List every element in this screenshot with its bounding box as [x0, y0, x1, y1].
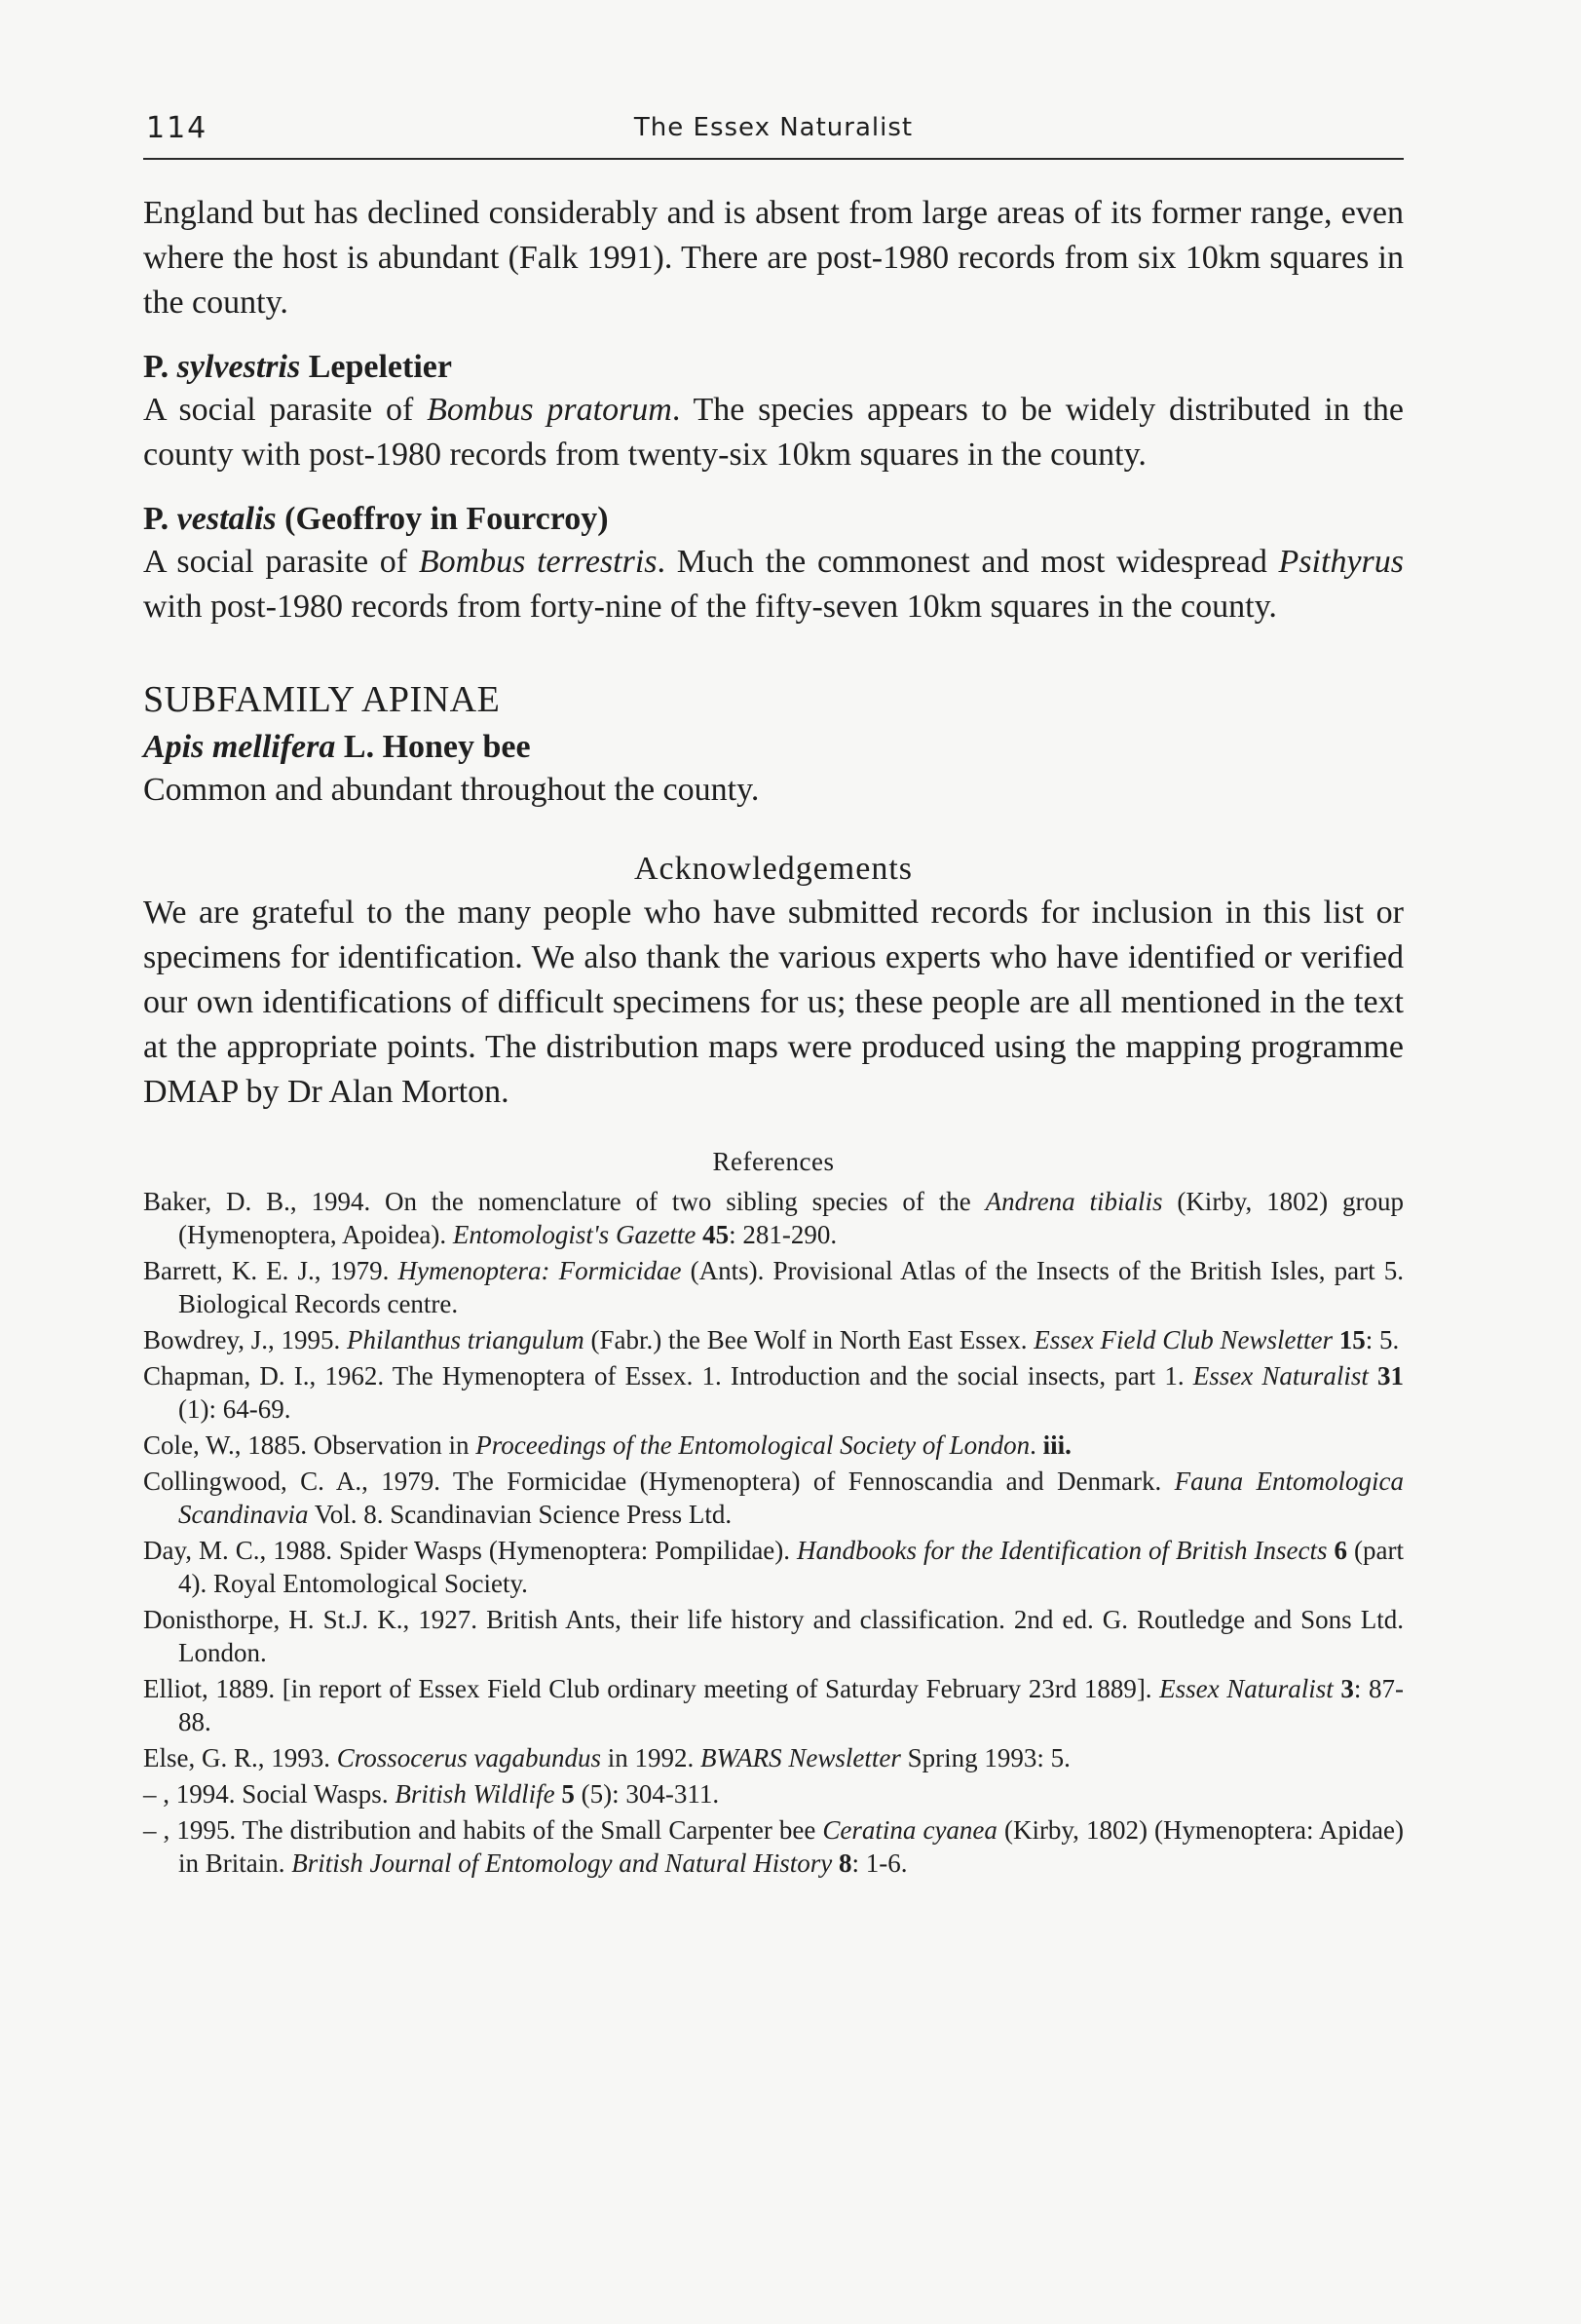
- reference-italic: Essex Naturalist: [1159, 1674, 1334, 1703]
- reference-italic: Essex Naturalist: [1192, 1361, 1369, 1391]
- reference-italic: Hymenoptera: Formicidae: [397, 1256, 682, 1285]
- reference-text: Elliot, 1889. [in report of Essex Field Club ordinary meeting of Saturday February 23rd 1889].: [143, 1674, 1160, 1703]
- reference-text: in 1992.: [601, 1743, 701, 1772]
- reference-entry: [143, 1741, 1404, 1774]
- acknowledgements-heading: Acknowledgements: [633, 851, 914, 887]
- reference-text: Barrett, K. E. J., 1979.: [143, 1256, 398, 1285]
- reference-italic: Philanthus triangulum: [347, 1325, 584, 1354]
- reference-text: Else, G. R., 1993.: [143, 1743, 337, 1772]
- reference-volume: 8: [839, 1848, 852, 1878]
- reference-entry: [143, 1603, 1404, 1669]
- genus-abbr: P.: [143, 501, 169, 537]
- text-run: . Much the commonest and most widespread: [657, 544, 1279, 580]
- acknowledgements-text: We are grateful to the many people who have submitted records for inclusion in this list or specimens for identification. We also thank the various experts who have identified or verified our own identifications of difficult specimens for us; these people are all mentioned in the text at the appropriate points. The distribution maps were produced using the mapping programme DMAP by Dr Alan Morton.: [143, 895, 1404, 1110]
- reference-volume: 15: [1338, 1325, 1366, 1354]
- reference-text: Donisthorpe, H. St.J. K., 1927. British Ants, their life history and classification. 2nd ed. G. Routledge and Sons Ltd. London.: [143, 1605, 1404, 1667]
- genus-abbr: P.: [143, 349, 169, 385]
- reference-text: (Kirby, 1802) group (Hymenoptera, Apoidea).: [178, 1187, 1404, 1249]
- reference-entry: [143, 1534, 1404, 1600]
- page-number: 114: [146, 111, 208, 145]
- reference-list: [143, 1185, 1404, 1880]
- reference-entry: [143, 1254, 1404, 1320]
- reference-volume: iii.: [1042, 1430, 1072, 1460]
- reference-italic: Proceedings of the Entomological Society of London: [475, 1430, 1031, 1460]
- reference-entry: [143, 1429, 1404, 1462]
- reference-text: (Fabr.) the Bee Wolf in North East Essex.: [583, 1325, 1035, 1354]
- reference-text: : 5.: [1365, 1325, 1400, 1354]
- reference-entry: [143, 1465, 1404, 1531]
- reference-text: Chapman, D. I., 1962. The Hymenoptera of Essex. 1. Introduction and the social insects, part 1.: [143, 1361, 1193, 1391]
- taxon-name: Bombus pratorum: [427, 392, 672, 428]
- reference-text: [1369, 1361, 1377, 1391]
- reference-text: [832, 1848, 839, 1878]
- reference-italic: Crossocerus vagabundus: [336, 1743, 602, 1772]
- reference-entry: [143, 1672, 1404, 1738]
- reference-entry: [143, 1323, 1404, 1356]
- taxon-name: Psithyrus: [1278, 544, 1404, 580]
- reference-entry: [143, 1777, 1404, 1810]
- reference-italic: BWARS Newsletter: [700, 1743, 901, 1772]
- reference-italic: Essex Field Club Newsletter: [1034, 1325, 1333, 1354]
- reference-text: : 1-6.: [851, 1848, 908, 1878]
- reference-text: Collingwood, C. A., 1979. The Formicidae (Hymenoptera) of Fennoscandia and Denmark.: [143, 1467, 1175, 1496]
- references-heading: References: [712, 1147, 835, 1176]
- species-text-apis: Common and abundant throughout the county.: [143, 772, 760, 808]
- document-page: [143, 109, 1404, 1883]
- species-heading-apis: [143, 727, 1404, 768]
- species-authority: Lepeletier: [308, 349, 452, 385]
- reference-entry: [143, 1813, 1404, 1880]
- reference-text: (1): 64-69.: [178, 1394, 291, 1424]
- reference-volume: 31: [1377, 1361, 1405, 1391]
- species-heading-vestalis: [143, 499, 1404, 540]
- reference-italic: British Wildlife: [395, 1779, 555, 1809]
- species-text-vestalis: [143, 540, 1404, 629]
- text-run: with post-1980 records from forty-nine of the fifty-seven 10km squares in the county.: [143, 589, 1277, 625]
- reference-italic: Fauna Entomologica Scandinavia: [178, 1467, 1404, 1529]
- species-authority: (Geoffroy in Fourcroy): [284, 501, 609, 537]
- text-run: A social parasite of: [143, 544, 419, 580]
- reference-volume: 5: [561, 1779, 575, 1809]
- reference-italic: Ceratina cyanea: [822, 1815, 998, 1845]
- species-text-sylvestris: [143, 388, 1404, 477]
- reference-text: Cole, W., 1885. Observation in: [143, 1430, 476, 1460]
- reference-text: [1333, 1325, 1339, 1354]
- text-run: . The species appears to be widely distributed in the county with post-1980 records from twenty-six 10km squares in the county.: [143, 392, 1404, 473]
- reference-volume: 45: [702, 1220, 730, 1249]
- reference-volume: 3: [1340, 1674, 1354, 1703]
- text-run: A social parasite of: [143, 392, 428, 428]
- reference-text: : 87-88.: [178, 1674, 1405, 1736]
- reference-text: Bowdrey, J., 1995.: [143, 1325, 347, 1354]
- reference-volume: 6: [1334, 1536, 1348, 1565]
- reference-entry: [143, 1185, 1404, 1251]
- reference-entry: [143, 1359, 1404, 1426]
- reference-text: (part 4). Royal Entomological Society.: [178, 1536, 1405, 1598]
- intro-paragraph: England but has declined considerably and is absent from large areas of its former range, even where the host is abundant (Falk 1991). There are post-1980 records from six 10km squares in the county.: [143, 195, 1404, 321]
- reference-text: : 281-290.: [729, 1220, 838, 1249]
- species-common-name: L. Honey bee: [335, 729, 531, 765]
- reference-italic: British Journal of Entomology and Natural History: [291, 1848, 833, 1878]
- subfamily-heading: SUBFAMILY APINAE: [143, 679, 501, 720]
- reference-text: [1328, 1536, 1335, 1565]
- reference-text: Day, M. C., 1988. Spider Wasps (Hymenoptera: Pompilidae).: [143, 1536, 798, 1565]
- reference-text: (5): 304-311.: [574, 1779, 720, 1809]
- reference-text: – , 1994. Social Wasps.: [143, 1779, 395, 1809]
- species-name: Apis mellifera: [143, 729, 336, 765]
- reference-text: Vol. 8. Scandinavian Science Press Ltd.: [308, 1500, 733, 1529]
- reference-text: Baker, D. B., 1994. On the nomenclature of two sibling species of the: [143, 1187, 986, 1216]
- species-heading-sylvestris: [143, 347, 1404, 388]
- reference-italic: Andrena tibialis: [985, 1187, 1163, 1216]
- reference-italic: Entomologist's Gazette: [452, 1220, 696, 1249]
- reference-text: (Kirby, 1802) (Hymenoptera: Apidae) in Britain.: [178, 1815, 1404, 1878]
- species-epithet: vestalis: [176, 501, 277, 537]
- reference-text: Spring 1993: 5.: [900, 1743, 1071, 1772]
- reference-text: (Ants). Provisional Atlas of the Insects of the British Isles, part 5. Biological Records centre.: [178, 1256, 1405, 1318]
- species-epithet: sylvestris: [176, 349, 301, 385]
- running-title: The Essex Naturalist: [633, 113, 914, 142]
- reference-text: .: [1030, 1430, 1043, 1460]
- page-header: [143, 109, 1404, 160]
- reference-text: – , 1995. The distribution and habits of the Small Carpenter bee: [143, 1815, 823, 1845]
- taxon-name: Bombus terrestris: [418, 544, 658, 580]
- reference-italic: Handbooks for the Identification of British Insects: [797, 1536, 1328, 1565]
